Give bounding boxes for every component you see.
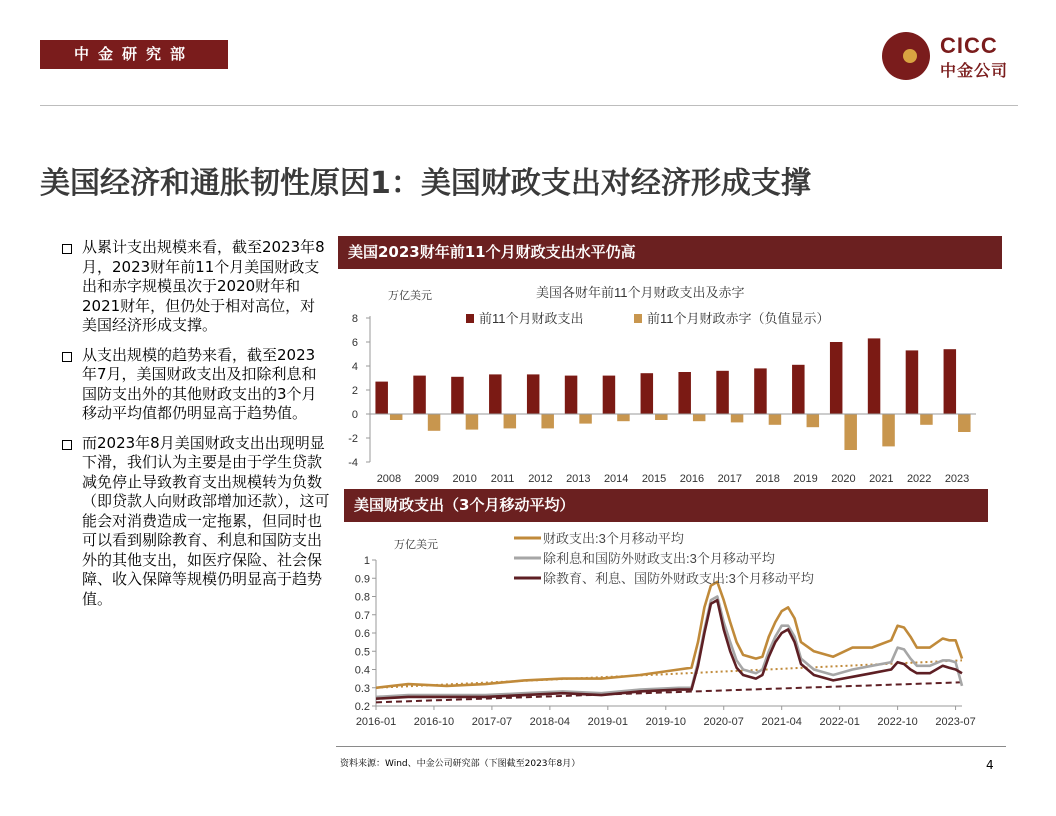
bullet-text: 从累计支出规模来看，截至2023年8月，2023财年前11个月美国财政支出和赤字规模虽次于2020财年和2021财年，但仍处于相对高位，对美国经济形成支撑。 [82, 238, 325, 334]
chart1-deficit-bar [844, 414, 856, 450]
chart1-spending-bar [754, 368, 766, 414]
chart2-y-tick-label: 0.8 [354, 591, 370, 604]
spending-deficit-bar-chart [336, 272, 1006, 490]
chart1-x-tick-label: 2015 [641, 473, 667, 485]
chart2-x-tick-label: 2022-01 [819, 716, 860, 728]
chart1-title: 美国各财年前11个月财政支出及赤字 [536, 285, 745, 300]
chart2-y-tick-label: 0.7 [354, 609, 370, 622]
chart1-spending-bar [868, 338, 880, 414]
chart1-spending-bar [565, 376, 577, 414]
chart1-deficit-bar [807, 414, 819, 427]
chart1-deficit-bar [466, 414, 478, 430]
chart1-spending-bar [641, 373, 653, 414]
chart1-y-tick-label: -4 [348, 457, 358, 469]
page-number: 4 [986, 758, 994, 772]
chart2-y-tick-label: 0.3 [354, 682, 370, 695]
chart1-spending-bar [944, 349, 956, 414]
chart2-unit-label: 万亿美元 [394, 539, 438, 551]
chart1-deficit-bar [769, 414, 781, 425]
chart1-x-tick-label: 2018 [755, 473, 780, 485]
chart1-deficit-bar [579, 414, 591, 424]
chart1-x-tick-label: 2022 [906, 473, 932, 485]
spending-moving-average-line-chart [336, 524, 1006, 732]
chart2-x-tick-label: 2019-10 [645, 716, 686, 728]
cicc-logo-icon [880, 30, 932, 82]
chart1-x-tick-label: 2016 [679, 473, 705, 485]
chart1-x-tick-label: 2009 [414, 473, 440, 485]
square-bullet-icon [62, 440, 72, 450]
chart2-legend-label: 除利息和国防外财政支出:3个月移动平均 [543, 551, 775, 566]
logo-text-en: CICC [940, 33, 998, 58]
chart1-x-tick-label: 2008 [376, 473, 402, 485]
chart2-x-tick-label: 2016-10 [413, 716, 455, 728]
bullet-list [62, 238, 330, 619]
chart1-unit-label: 万亿美元 [388, 290, 432, 302]
chart1-x-tick-label: 2013 [566, 473, 591, 485]
bullet-text: 从支出规模的趋势来看，截至2023年7月，美国财政支出及扣除利息和国防支出外的其他财政支出的3个月移动平均值都仍明显高于趋势值。 [82, 345, 317, 422]
chart2-x-tick-label: 2021-04 [761, 716, 802, 728]
chart1-deficit-bar [920, 414, 932, 425]
bullet-item [62, 346, 330, 424]
chart1-deficit-bar [504, 414, 516, 428]
chart2-legend-label: 财政支出:3个月移动平均 [543, 531, 684, 546]
chart2-x-tick-label: 2018-04 [529, 716, 571, 728]
logo-text-cn: 中金公司 [940, 61, 1009, 80]
chart1-y-tick-label: 6 [351, 337, 358, 349]
bullet-text: 而2023年8月美国财政支出出现明显下滑，我们认为主要是由于学生贷款减免停止导致教育支出规模转为负数（即贷款人向财政部增加还款），这可能会对消费造成一定拖累，但同时也可以看到剔除教育、利息和国防支出外的其他支出，如医疗保险、社会保障、收入保障等规模仍明显高于趋势值。 [82, 433, 330, 608]
bullet-item [62, 434, 330, 610]
chart2-y-tick-label: 0.6 [354, 628, 370, 640]
chart1-legend-label: 前11个月财政支出 [479, 311, 584, 326]
chart2-y-tick-label: 0.9 [354, 573, 370, 586]
chart2-legend-label: 除教育、利息、国防外财政支出:3个月移动平均 [543, 571, 814, 586]
chart1-x-tick-label: 2017 [717, 473, 743, 485]
chart1-x-tick-label: 2019 [793, 473, 818, 485]
chart2-y-tick-label: 0.5 [354, 646, 370, 659]
chart1-deficit-bar [617, 414, 629, 421]
chart1-deficit-bar [731, 414, 743, 422]
chart2-x-tick-label: 2017-07 [471, 716, 513, 728]
chart1-deficit-bar [390, 414, 402, 420]
chart1-y-tick-label: 4 [351, 361, 358, 373]
chart1-spending-bar [375, 382, 387, 414]
chart1-spending-bar [792, 365, 804, 414]
footer-divider [336, 746, 1006, 747]
chart1-x-tick-label: 2014 [603, 473, 629, 485]
cicc-logo [880, 30, 1020, 84]
chart1-deficit-bar [428, 414, 440, 431]
chart1-spending-bar [830, 342, 842, 414]
chart2-y-tick-label: 0.4 [354, 664, 370, 677]
chart2-header: 美国财政支出（3个月移动平均） [344, 489, 988, 522]
chart1-y-tick-label: 8 [351, 313, 358, 325]
header-divider [40, 105, 1018, 106]
chart2-y-tick-label: 1 [363, 555, 370, 567]
chart1-deficit-bar [693, 414, 705, 421]
chart2-y-tick-label: 0.2 [354, 701, 370, 713]
chart1-y-tick-label: 2 [351, 385, 358, 397]
square-bullet-icon [62, 352, 72, 362]
chart1-y-tick-label: 0 [351, 409, 358, 421]
chart2-x-tick-label: 2020-07 [703, 716, 744, 728]
chart1-legend-label: 前11个月财政赤字（负值显示） [647, 311, 830, 326]
chart2-x-tick-label: 2022-10 [877, 716, 918, 728]
chart1-spending-bar [716, 371, 728, 414]
page-title: 美国经济和通胀韧性原因1：美国财政支出对经济形成支撑 [40, 166, 811, 201]
chart1-spending-bar [489, 374, 501, 414]
bullet-item [62, 238, 330, 336]
source-note: 资料来源：Wind、中金公司研究部（下图截至2023年8月） [340, 759, 581, 769]
department-tag: 中金研究部 [40, 40, 228, 69]
chart1-y-tick-label: -2 [348, 433, 358, 445]
chart1-spending-bar [527, 374, 539, 414]
chart1-legend-swatch [466, 314, 474, 323]
chart1-x-tick-label: 2010 [452, 473, 477, 485]
chart1-legend-swatch [634, 314, 642, 323]
chart1-x-tick-label: 2011 [490, 473, 515, 485]
chart1-x-tick-label: 2023 [944, 473, 970, 485]
chart1-deficit-bar [958, 414, 970, 432]
chart1-x-tick-label: 2021 [869, 473, 894, 485]
chart2-x-tick-label: 2023-07 [935, 716, 976, 728]
chart1-spending-bar [603, 376, 615, 414]
chart1-spending-bar [678, 372, 690, 414]
chart1-deficit-bar [882, 414, 894, 446]
chart1-spending-bar [451, 377, 463, 414]
chart1-spending-bar [906, 350, 918, 414]
chart2-x-tick-label: 2016-01 [355, 716, 397, 728]
chart1-spending-bar [413, 376, 425, 414]
chart1-x-tick-label: 2012 [528, 473, 553, 485]
chart1-deficit-bar [541, 414, 553, 428]
chart2-x-tick-label: 2019-01 [587, 716, 629, 728]
chart1-x-tick-label: 2020 [831, 473, 856, 485]
square-bullet-icon [62, 244, 72, 254]
chart1-header: 美国2023财年前11个月财政支出水平仍高 [338, 236, 1002, 269]
chart1-deficit-bar [655, 414, 667, 420]
